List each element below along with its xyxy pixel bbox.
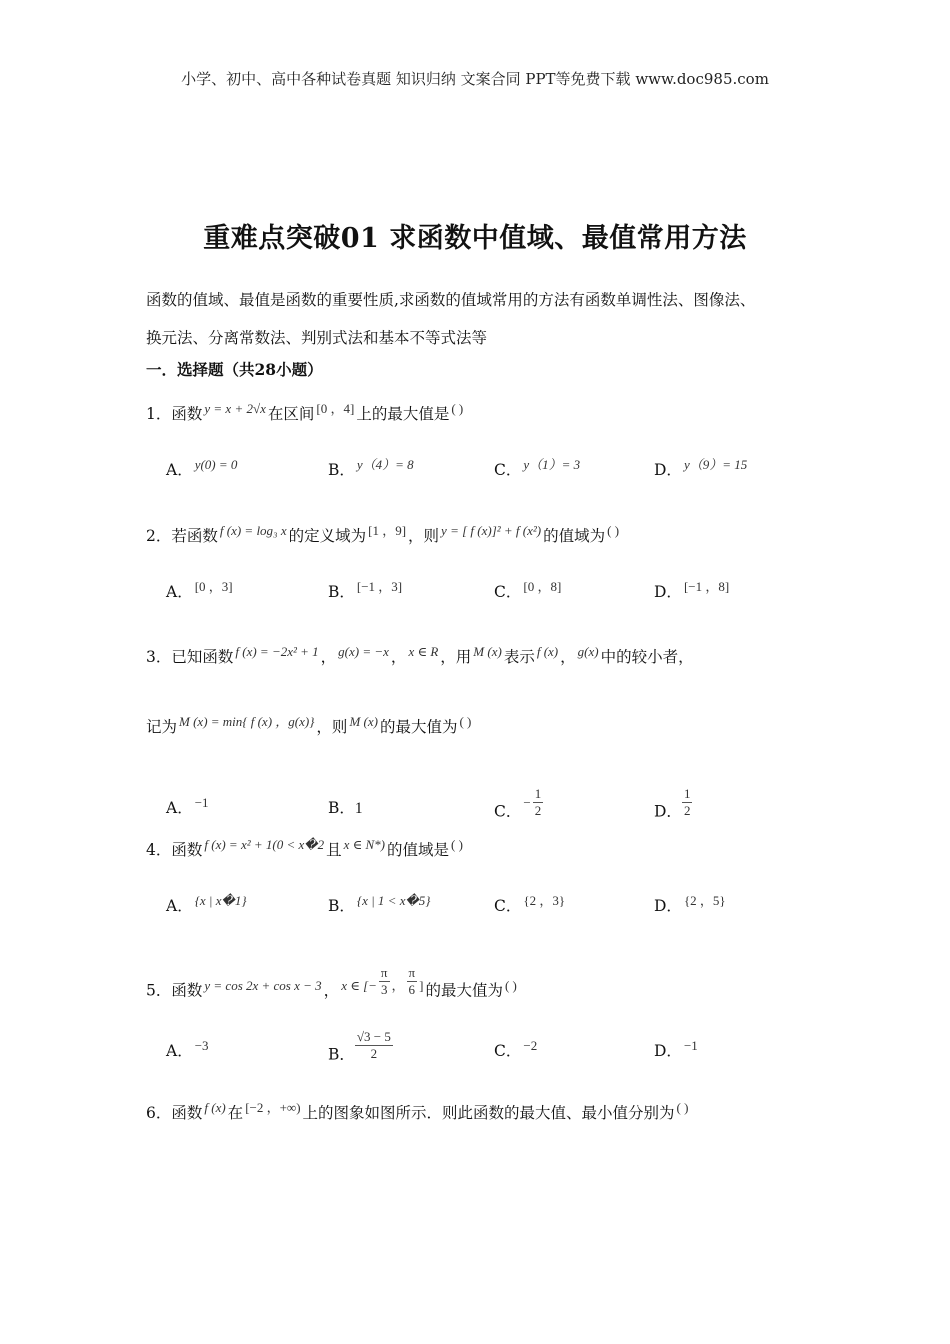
question-2: 2．若函数 $^{f (x) = log_3 x}$ 的定义域为 [1 ，9] ，则 $^{y = [ f (x)]^2 + f (x^2)}$ 的值域为 ( ) — [146, 523, 620, 545]
q2-option-b[interactable]: B． [−1 ，3] — [328, 579, 403, 601]
q4-option-b[interactable]: B． $^{\{x | 1 < x�5\}}$ — [328, 893, 431, 915]
q3-option-b[interactable]: B．1 — [328, 799, 363, 817]
q2-option-a[interactable]: A． [0 ，3] — [166, 579, 233, 601]
q5-option-c[interactable]: C． $^{-2}$ — [494, 1038, 538, 1060]
question-4: 4．函数 $^{f (x) = x^2 + 1(0 < x�2}$ 且 $^{x \in N*)}$ 的值域是 ( ) — [146, 837, 463, 859]
q1-interval: [0 ，4] — [316, 401, 355, 416]
q5-option-d[interactable]: D． $^{-1}$ — [654, 1038, 698, 1060]
page-title: 重难点突破01 求函数中值域、最值常用方法 — [203, 223, 747, 254]
section-heading: 一．选择题（共28小题） — [146, 360, 323, 379]
q5-option-a[interactable]: A． $^{-3}$ — [166, 1038, 209, 1060]
q5-option-b[interactable]: B． $\frac{√3 - 5}{2}$ — [328, 1029, 391, 1064]
question-6: 6．函数 $^{f (x)}$ 在 $^{[-2 ,+\infty)}$ 上的图象如图所示．则此函数的最大值、最小值分别为 ( ) — [146, 1100, 689, 1122]
q1-option-b[interactable]: B． $^{y(4)= 8}$ — [328, 457, 414, 479]
q4-option-a[interactable]: A． $^{\{x | x�1\}}$ — [166, 893, 247, 915]
q1-option-d[interactable]: D． $^{y(9)= 15}$ — [654, 457, 748, 479]
q3-option-a[interactable]: A． $^{-1}$ — [166, 795, 209, 817]
q1-option-c[interactable]: C． $^{y(1)= 3}$ — [494, 457, 581, 479]
intro-line-1: 函数的值域、最值是函数的重要性质,求函数的值域常用的方法有函数单调性法、图像法、 — [146, 291, 756, 309]
question-3-line-2: 记为 $^{M (x) = min\{ f (x) ,g(x)\}}$ ，则 $^{M (x)}$ 的最大值为 ( ) — [146, 714, 472, 736]
question-3: 3．已知函数 $^{f (x) = -2x^2 + 1}$ ， $^{g(x) = -x}$ ， $^{x \in R}$ ，用 $^{M (x)}$ 表示 $^{f (x)}$ ， $^{g(x)}$ 中的较小者， — [146, 644, 694, 666]
question-5: 5．函数 $^{y = cos 2x + cos x - 3}$ ， $^{x \in [-}$ $\frac{\pi}{3}$ ， $\frac{\pi}{6}$ ] 的最大值为 ( ) — [146, 965, 517, 1000]
q4-option-d[interactable]: D． $^{\{2 ,5\}}$ — [654, 893, 726, 915]
q4-option-c[interactable]: C． $^{\{2 ,3\}}$ — [494, 893, 566, 915]
q2-option-c[interactable]: C． [0 ，8] — [494, 579, 562, 601]
q1-formula: y = x + 2√x — [204, 401, 266, 416]
q1-option-a[interactable]: A． $^{y(0) = 0}$ — [166, 457, 238, 479]
intro-line-2: 换元法、分离常数法、判别式法和基本不等式法等 — [146, 329, 488, 347]
q3-option-d[interactable]: D． $\frac{1}{2}$ — [654, 786, 691, 821]
question-1: 1．函数 $^{y = x + 2√x}$ 在区间 [0 ，4] 上的最大值是 ( ) — [146, 401, 464, 423]
page-header: 小学、初中、高中各种试卷真题 知识归纳 文案合同 PPT等免费下载 www.doc985.com — [181, 70, 769, 88]
q2-option-d[interactable]: D． [−1 ，8] — [654, 579, 730, 601]
q3-option-c[interactable]: C．− $\frac{1}{2}$ — [494, 786, 542, 821]
